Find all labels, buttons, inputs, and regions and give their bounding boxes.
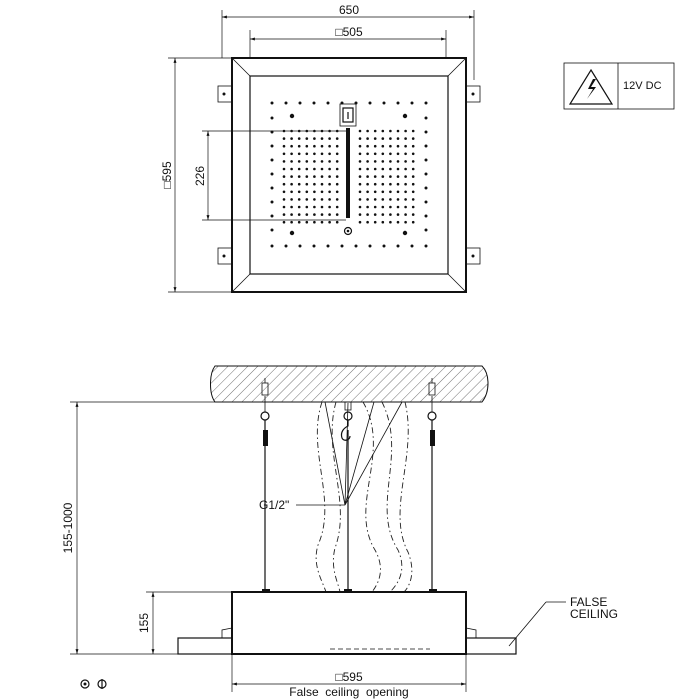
nozzle-dot bbox=[382, 191, 385, 194]
nozzle-dot bbox=[412, 198, 415, 201]
nozzle-dot bbox=[397, 245, 400, 248]
nozzle-dot bbox=[374, 198, 377, 201]
nozzle-dot bbox=[397, 168, 400, 171]
nozzle-dot bbox=[404, 145, 407, 148]
nozzle-dot bbox=[328, 213, 331, 216]
nozzle-dot bbox=[313, 130, 316, 133]
nozzle-dot bbox=[382, 153, 385, 156]
nozzle-dot bbox=[313, 145, 316, 148]
nozzle-dot bbox=[336, 168, 339, 171]
body-height-dimension bbox=[137, 592, 232, 654]
nozzle-dot bbox=[321, 198, 324, 201]
nozzle-dot bbox=[271, 131, 274, 134]
nozzle-dot bbox=[425, 201, 428, 204]
nozzle-dot bbox=[285, 245, 288, 248]
nozzle-dot bbox=[283, 198, 286, 201]
nozzle-dot bbox=[359, 153, 362, 156]
nozzle-dot bbox=[321, 137, 324, 140]
nozzle-dot bbox=[359, 175, 362, 178]
nozzle-dot bbox=[397, 145, 400, 148]
nozzle-dot bbox=[328, 130, 331, 133]
nozzle-dot bbox=[397, 221, 400, 224]
nozzle-dot bbox=[336, 145, 339, 148]
nozzle-dot bbox=[412, 221, 415, 224]
nozzle-dot bbox=[306, 168, 309, 171]
nozzle-dot bbox=[366, 145, 369, 148]
nozzle-dot bbox=[366, 221, 369, 224]
nozzle-dot bbox=[412, 137, 415, 140]
nozzle-dot bbox=[412, 175, 415, 178]
nozzle-dot bbox=[313, 213, 316, 216]
nozzle-dot bbox=[283, 191, 286, 194]
nozzle-dot bbox=[389, 168, 392, 171]
nozzle-dot bbox=[298, 130, 301, 133]
nozzle-dot bbox=[366, 183, 369, 186]
nozzle-dot bbox=[336, 191, 339, 194]
nozzle-dot bbox=[389, 213, 392, 216]
nozzle-dot bbox=[306, 153, 309, 156]
nozzle-dot bbox=[327, 245, 330, 248]
voltage-warning bbox=[564, 63, 674, 109]
nozzle-dot bbox=[425, 131, 428, 134]
nozzle-dot bbox=[290, 213, 293, 216]
height-range-label: 155-1000 bbox=[61, 502, 75, 554]
nozzle-dot bbox=[313, 183, 316, 186]
nozzle-dot bbox=[366, 175, 369, 178]
nozzle-dot bbox=[313, 198, 316, 201]
nozzle-dot bbox=[374, 175, 377, 178]
nozzle-dot bbox=[359, 130, 362, 133]
nozzle-dot bbox=[298, 145, 301, 148]
nozzle-dot bbox=[271, 159, 274, 162]
false-ceiling-label-1: FALSE bbox=[570, 595, 608, 609]
nozzle-dot bbox=[313, 137, 316, 140]
nozzle-dot bbox=[321, 153, 324, 156]
inner-width-dimension bbox=[250, 25, 446, 58]
nozzle-dot bbox=[382, 175, 385, 178]
nozzle-dot bbox=[382, 168, 385, 171]
nozzle-dot bbox=[397, 102, 400, 105]
nozzle-dot bbox=[313, 206, 316, 209]
nozzle-dot bbox=[298, 160, 301, 163]
nozzle-dot bbox=[389, 175, 392, 178]
nozzle-dot bbox=[369, 245, 372, 248]
nozzle-dot bbox=[404, 175, 407, 178]
nozzle-dot bbox=[366, 198, 369, 201]
nozzle-dot bbox=[313, 191, 316, 194]
nozzle-dot bbox=[366, 191, 369, 194]
nozzle-dot bbox=[425, 187, 428, 190]
top-view bbox=[160, 3, 480, 292]
nozzle-dot bbox=[359, 206, 362, 209]
nozzle-dot bbox=[366, 153, 369, 156]
nozzle-dot bbox=[306, 213, 309, 216]
opening-dimension bbox=[232, 654, 466, 699]
nozzle-dot bbox=[283, 168, 286, 171]
nozzle-dot bbox=[290, 191, 293, 194]
nozzle-dot bbox=[298, 137, 301, 140]
nozzle-dot bbox=[404, 160, 407, 163]
nozzle-dot bbox=[306, 191, 309, 194]
nozzle-dot bbox=[404, 153, 407, 156]
nozzle-dot bbox=[425, 117, 428, 120]
nozzle-dot bbox=[374, 206, 377, 209]
nozzle-dot bbox=[298, 183, 301, 186]
nozzle-dot bbox=[412, 183, 415, 186]
nozzle-dot bbox=[306, 183, 309, 186]
suspension-cables bbox=[261, 378, 436, 592]
opening-size-label: □595 bbox=[335, 670, 363, 684]
nozzle-dot bbox=[383, 245, 386, 248]
nozzle-dot bbox=[271, 229, 274, 232]
nozzle-dot bbox=[313, 168, 316, 171]
nozzle-dot bbox=[404, 183, 407, 186]
nozzle-dot bbox=[283, 145, 286, 148]
legend-symbols bbox=[81, 679, 106, 689]
nozzle-dot bbox=[283, 183, 286, 186]
nozzle-dot bbox=[321, 168, 324, 171]
nozzle-dot bbox=[382, 183, 385, 186]
nozzle-dot bbox=[389, 206, 392, 209]
nozzle-dot bbox=[359, 160, 362, 163]
nozzle-dot bbox=[290, 175, 293, 178]
nozzle-dot bbox=[412, 206, 415, 209]
nozzle-dot bbox=[336, 160, 339, 163]
ceiling-slab bbox=[211, 366, 489, 402]
nozzle-dot bbox=[389, 191, 392, 194]
nozzle-dot bbox=[397, 160, 400, 163]
nozzle-dot bbox=[306, 160, 309, 163]
opening-caption: False ceiling opening bbox=[289, 685, 409, 699]
nozzle-dot bbox=[271, 102, 274, 105]
nozzle-dot bbox=[412, 160, 415, 163]
nozzle-dot bbox=[374, 221, 377, 224]
nozzle-dot bbox=[412, 153, 415, 156]
nozzle-dot bbox=[359, 183, 362, 186]
nozzle-dot bbox=[336, 213, 339, 216]
nozzle-dot bbox=[397, 137, 400, 140]
nozzle-dot bbox=[359, 137, 362, 140]
nozzle-dot bbox=[321, 221, 324, 224]
nozzle-dot bbox=[283, 153, 286, 156]
height-label: □595 bbox=[160, 161, 174, 189]
nozzle-dot bbox=[298, 153, 301, 156]
nozzle-dot bbox=[389, 183, 392, 186]
nozzle-dot bbox=[283, 213, 286, 216]
nozzle-dot bbox=[404, 198, 407, 201]
nozzle-dot bbox=[290, 183, 293, 186]
nozzle-dot bbox=[298, 191, 301, 194]
nozzle-dot bbox=[366, 137, 369, 140]
nozzle-dot bbox=[382, 137, 385, 140]
nozzle-dot bbox=[313, 245, 316, 248]
nozzle-dot bbox=[374, 213, 377, 216]
side-view bbox=[61, 366, 618, 699]
nozzle-dot bbox=[271, 201, 274, 204]
nozzle-dot bbox=[382, 198, 385, 201]
nozzle-dot bbox=[382, 160, 385, 163]
nozzle-dot bbox=[382, 221, 385, 224]
nozzle-dot bbox=[306, 130, 309, 133]
nozzle-dot bbox=[374, 130, 377, 133]
nozzle-dot bbox=[374, 137, 377, 140]
nozzle-dot bbox=[328, 160, 331, 163]
voltage-label: 12V DC bbox=[623, 80, 662, 92]
nozzle-dot bbox=[271, 173, 274, 176]
nozzle-dot bbox=[336, 206, 339, 209]
inner-width-label: □505 bbox=[335, 25, 363, 39]
nozzle-dot bbox=[374, 168, 377, 171]
nozzle-dot bbox=[397, 175, 400, 178]
nozzle-dot bbox=[299, 102, 302, 105]
nozzle-dot bbox=[366, 160, 369, 163]
nozzle-dot bbox=[336, 137, 339, 140]
body-height-label: 155 bbox=[137, 612, 151, 634]
nozzle-dot bbox=[298, 175, 301, 178]
nozzle-dot bbox=[403, 114, 407, 118]
nozzle-dot bbox=[425, 245, 428, 248]
nozzle-dot bbox=[290, 206, 293, 209]
width-label: 650 bbox=[338, 3, 360, 17]
nozzle-dot bbox=[290, 231, 294, 235]
nozzle-dot bbox=[411, 102, 414, 105]
nozzle-dot bbox=[382, 213, 385, 216]
nozzle-dot bbox=[290, 221, 293, 224]
nozzle-dot bbox=[290, 198, 293, 201]
nozzle-dot bbox=[290, 130, 293, 133]
nozzle-dot bbox=[425, 229, 428, 232]
nozzle-dot bbox=[404, 137, 407, 140]
nozzle-dot bbox=[359, 213, 362, 216]
nozzle-dot bbox=[369, 102, 372, 105]
nozzle-dot bbox=[321, 160, 324, 163]
nozzle-dot bbox=[321, 145, 324, 148]
nozzle-dot bbox=[404, 206, 407, 209]
nozzle-dot bbox=[389, 160, 392, 163]
nozzle-dot bbox=[313, 160, 316, 163]
nozzle-dot bbox=[299, 245, 302, 248]
nozzle-dot bbox=[298, 221, 301, 224]
nozzle-dot bbox=[271, 215, 274, 218]
nozzle-dot bbox=[366, 206, 369, 209]
nozzle-dot bbox=[328, 221, 331, 224]
nozzle-dot bbox=[321, 213, 324, 216]
nozzle-dot bbox=[328, 168, 331, 171]
nozzle-dot bbox=[383, 102, 386, 105]
nozzle-dot bbox=[397, 206, 400, 209]
nozzle-dot bbox=[425, 102, 428, 105]
nozzle-dot bbox=[328, 137, 331, 140]
nozzle-dot bbox=[425, 159, 428, 162]
electric-hazard-icon bbox=[570, 70, 612, 104]
nozzle-dot bbox=[336, 130, 339, 133]
nozzle-dot bbox=[328, 191, 331, 194]
nozzle-dot bbox=[389, 137, 392, 140]
nozzle-dot bbox=[328, 153, 331, 156]
nozzle-dot bbox=[306, 137, 309, 140]
nozzle-dot bbox=[341, 245, 344, 248]
nozzle-dot bbox=[321, 183, 324, 186]
nozzle-dot bbox=[389, 221, 392, 224]
nozzle-dot bbox=[328, 183, 331, 186]
nozzle-dot bbox=[290, 114, 294, 118]
nozzle-dot bbox=[321, 175, 324, 178]
nozzle-dot bbox=[283, 175, 286, 178]
nozzle-dot bbox=[374, 145, 377, 148]
nozzle-dot bbox=[412, 145, 415, 148]
nozzle-dot bbox=[397, 153, 400, 156]
nozzle-dot bbox=[306, 175, 309, 178]
nozzle-dot bbox=[359, 168, 362, 171]
nozzle-dot bbox=[382, 130, 385, 133]
false-ceiling-label-2: CEILING bbox=[570, 607, 619, 621]
nozzle-dot bbox=[290, 153, 293, 156]
nozzle-dot bbox=[298, 198, 301, 201]
nozzle-dot bbox=[359, 191, 362, 194]
nozzle-dot bbox=[397, 183, 400, 186]
nozzle-dot bbox=[404, 213, 407, 216]
nozzle-dot bbox=[271, 117, 274, 120]
nozzle-dot bbox=[285, 102, 288, 105]
nozzle-dot bbox=[271, 145, 274, 148]
nozzle-dot bbox=[328, 175, 331, 178]
nozzle-dot bbox=[412, 213, 415, 216]
nozzle-dot bbox=[306, 198, 309, 201]
nozzle-dot bbox=[313, 153, 316, 156]
nozzle-dot bbox=[328, 206, 331, 209]
nozzle-dot bbox=[283, 221, 286, 224]
nozzle-dot bbox=[412, 168, 415, 171]
central-bar bbox=[340, 104, 356, 235]
nozzle-dot bbox=[271, 245, 274, 248]
nozzle-dot bbox=[374, 191, 377, 194]
nozzle-dot bbox=[313, 175, 316, 178]
nozzle-dot bbox=[336, 183, 339, 186]
nozzle-dot bbox=[404, 168, 407, 171]
nozzle-dot bbox=[283, 206, 286, 209]
nozzle-dot bbox=[404, 221, 407, 224]
nozzle-dot bbox=[298, 213, 301, 216]
nozzle-dot bbox=[290, 145, 293, 148]
nozzle-dot bbox=[313, 102, 316, 105]
nozzle-dot bbox=[271, 187, 274, 190]
nozzle-dot bbox=[382, 206, 385, 209]
nozzle-dot bbox=[283, 160, 286, 163]
spacing-label: 226 bbox=[193, 165, 207, 187]
nozzle-dot bbox=[321, 191, 324, 194]
nozzle-dot bbox=[425, 145, 428, 148]
nozzle-dot bbox=[411, 245, 414, 248]
nozzle-dot bbox=[389, 198, 392, 201]
nozzle-dot bbox=[389, 145, 392, 148]
nozzle-dot bbox=[313, 221, 316, 224]
nozzle-dot bbox=[336, 175, 339, 178]
connection-callout bbox=[259, 402, 402, 512]
nozzle-dot bbox=[397, 213, 400, 216]
nozzle-dot bbox=[404, 130, 407, 133]
nozzle-dot bbox=[359, 221, 362, 224]
nozzle-dot bbox=[374, 153, 377, 156]
nozzle-dot bbox=[306, 206, 309, 209]
nozzle-dot bbox=[366, 130, 369, 133]
nozzle-dot bbox=[403, 231, 407, 235]
nozzle-dot bbox=[412, 130, 415, 133]
shower-body bbox=[232, 589, 466, 654]
nozzle-dot bbox=[382, 145, 385, 148]
nozzle-dot bbox=[389, 130, 392, 133]
nozzle-dot bbox=[283, 137, 286, 140]
nozzle-dot bbox=[321, 130, 324, 133]
nozzle-dot bbox=[425, 173, 428, 176]
nozzle-dot bbox=[321, 206, 324, 209]
nozzle-dot bbox=[328, 145, 331, 148]
width-dimension bbox=[222, 3, 474, 80]
nozzle-dot bbox=[298, 168, 301, 171]
nozzle-dot bbox=[425, 215, 428, 218]
false-ceiling bbox=[178, 595, 618, 654]
nozzle-dot bbox=[327, 102, 330, 105]
nozzle-dot bbox=[389, 153, 392, 156]
nozzle-dot bbox=[290, 168, 293, 171]
nozzle-dot bbox=[366, 213, 369, 216]
nozzle-dot bbox=[412, 191, 415, 194]
nozzle-dot bbox=[283, 130, 286, 133]
nozzle-dot bbox=[397, 191, 400, 194]
nozzle-dot bbox=[366, 168, 369, 171]
nozzle-dot bbox=[306, 221, 309, 224]
nozzle-dot bbox=[290, 137, 293, 140]
nozzle-dot bbox=[359, 198, 362, 201]
nozzle-dot bbox=[298, 206, 301, 209]
nozzle-dot bbox=[355, 245, 358, 248]
nozzle-dot bbox=[290, 160, 293, 163]
capped-connector-icon bbox=[98, 679, 106, 689]
nozzle-dot bbox=[359, 145, 362, 148]
nozzle-dot bbox=[306, 145, 309, 148]
nozzle-dot bbox=[397, 198, 400, 201]
round-connector-icon bbox=[81, 680, 89, 688]
nozzle-dot bbox=[397, 130, 400, 133]
connection-label: G1/2" bbox=[259, 498, 290, 512]
nozzle-dot bbox=[336, 153, 339, 156]
nozzle-dot bbox=[336, 221, 339, 224]
nozzle-dot bbox=[374, 183, 377, 186]
nozzle-dot bbox=[328, 198, 331, 201]
nozzle-dot bbox=[404, 191, 407, 194]
nozzle-dot bbox=[336, 198, 339, 201]
nozzle-dot bbox=[374, 160, 377, 163]
